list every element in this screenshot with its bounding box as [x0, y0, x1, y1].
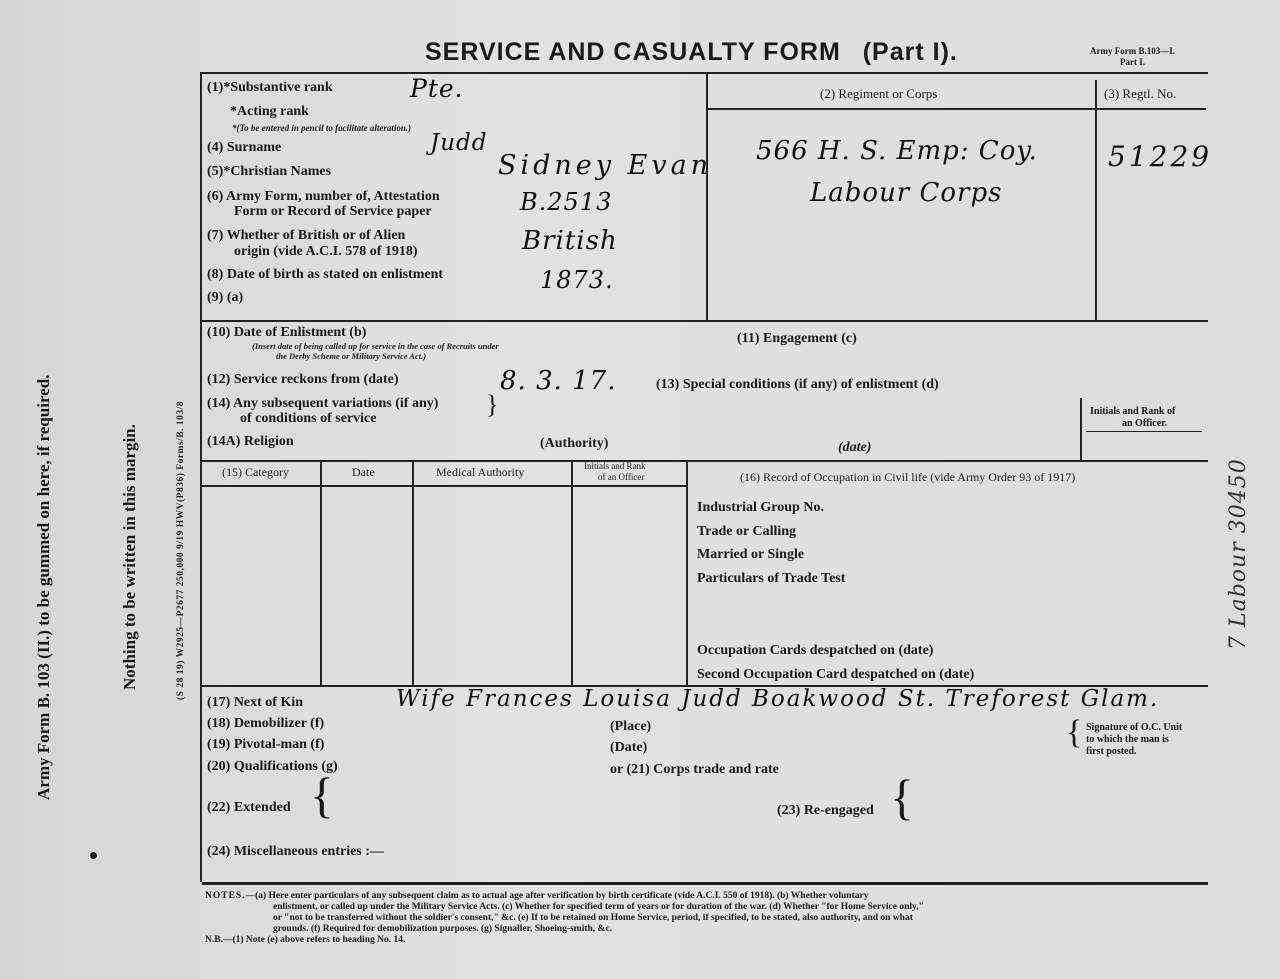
- label-extended: (22) Extended: [207, 800, 291, 815]
- label-origin-1: (7) Whether of British or of Alien: [207, 228, 406, 243]
- label-enlistment-note-2: the Derby Scheme or Military Service Act.): [276, 351, 427, 361]
- label-origin-2: origin (vide A.C.I. 578 of 1918): [234, 244, 418, 259]
- notes-line-1: —(a) Here enter particulars of any subsequent claim as to actual age after verification by birth certificate (vide A.C.I. 550 of 1918). (b) Whether voluntary: [245, 891, 869, 901]
- army-form-ref: Army Form B.103—I.: [1090, 46, 1175, 56]
- header-regtl-no: (3) Regtl. No.: [1104, 86, 1177, 101]
- entry-service-reckons: 8. 3. 17.: [500, 366, 617, 396]
- label-authority: (Authority): [540, 436, 609, 451]
- label-initials-rank-2: an Officer.: [1122, 418, 1168, 429]
- notes-block: [205, 891, 1205, 946]
- label-date-of-birth: (8) Date of birth as stated on enlistment: [207, 267, 444, 282]
- label-pencil-note: *(To be entered in pencil to facilitate alteration.): [232, 123, 412, 133]
- label-subsequent-variations-1: (14) Any subsequent variations (if any): [207, 396, 439, 411]
- section3-rule: [202, 460, 1208, 462]
- label-miscellaneous: (24) Miscellaneous entries :—: [207, 844, 384, 859]
- entry-army-form-number: B.2513: [520, 188, 613, 216]
- label-army-form-1: (6) Army Form, number of, Attestation: [207, 189, 440, 204]
- label-married: Married or Single: [697, 547, 805, 562]
- label-place: (Place): [610, 719, 652, 734]
- form-part-text: (Part I).: [862, 38, 958, 66]
- label-signature-3: first posted.: [1086, 746, 1137, 757]
- notes-line-2: enlistment, or called up under the Military Service Acts. (c) Whether for specified term of years or for duration of the war. (d) Whether "for Home Service only,": [273, 902, 924, 912]
- label-christian-names: (5)*Christian Names: [207, 164, 332, 179]
- side-handwriting: 7 Labour 30450: [1226, 458, 1251, 650]
- label-next-of-kin: (17) Next of Kin: [207, 695, 304, 710]
- table-header-rule: [202, 485, 688, 487]
- entry-regiment-line2: Labour Corps: [810, 178, 1003, 208]
- label-signature-2: to which the man is: [1086, 734, 1169, 745]
- label-initials-rank-1: Initials and Rank of: [1090, 406, 1176, 417]
- label-pivotal-man: (19) Pivotal-man (f): [207, 737, 325, 752]
- label-trade: Trade or Calling: [697, 524, 797, 539]
- label-trade-test: Particulars of Trade Test: [697, 571, 846, 586]
- label-occupation-cards: Occupation Cards despatched on (date): [697, 643, 934, 658]
- notes-heading: NOTES.: [205, 891, 246, 901]
- header-initials-2: of an Officer: [598, 472, 645, 482]
- label-date-2: (Date): [610, 740, 648, 755]
- brace-re-engaged: {: [890, 769, 914, 825]
- label-re-engaged: (23) Re-engaged: [777, 803, 874, 818]
- regiment-header-rule: [706, 108, 1206, 110]
- label-engagement: (11) Engagement (c): [737, 331, 857, 346]
- label-corps-trade: or (21) Corps trade and rate: [610, 762, 779, 777]
- label-enlistment-note-1: (Insert date of being called up for service in the case of Recruits under: [252, 341, 499, 351]
- label-date: (date): [838, 440, 872, 455]
- label-special-conditions: (13) Special conditions (if any) of enlistment (d): [656, 377, 939, 392]
- header-category: (15) Category: [222, 465, 289, 479]
- label-religion: (14A) Religion: [207, 434, 294, 449]
- label-second-occupation-card: Second Occupation Card despatched on (date): [697, 667, 975, 682]
- entry-christian-names: Sidney Evan: [498, 150, 713, 181]
- form-title: [425, 38, 958, 67]
- notes-rule: [202, 882, 1208, 885]
- table-col-rule-1: [320, 460, 322, 685]
- entry-next-of-kin: Wife Frances Louisa Judd Boakwood St. Treforest Glam.: [396, 686, 1160, 712]
- notes-line-4: grounds. (f) Required for demobilization purposes. (g) Signaller, Shoeing-smith, &c.: [273, 924, 613, 934]
- label-qualifications: (20) Qualifications (g): [207, 759, 338, 774]
- brace-signature: {: [1066, 714, 1083, 751]
- label-signature-1: Signature of O.C. Unit: [1086, 722, 1183, 733]
- section2-rule: [202, 320, 1208, 322]
- label-date-of-enlistment: (10) Date of Enlistment (b): [207, 325, 367, 340]
- label-substantive-rank: (1)*Substantive rank: [207, 80, 333, 95]
- regtl-divider: [1095, 80, 1097, 320]
- label-subsequent-variations-2: of conditions of service: [240, 411, 377, 426]
- ink-dot: [90, 852, 97, 859]
- header-civil-occupation: (16) Record of Occupation in Civil life (vide Army Order 93 of 1917): [740, 470, 1076, 484]
- entry-birth-year: 1873.: [540, 266, 614, 294]
- notes-line-3: or "not to be transferred without the soldier's consent," &c. (e) If to be retained on Home Service, period, if specified, to be stated, also authority, and on what: [273, 913, 913, 923]
- entry-origin: British: [522, 226, 618, 256]
- form-title-text: SERVICE AND CASUALTY FORM: [425, 38, 841, 66]
- label-demobilizer: (18) Demobilizer (f): [207, 716, 325, 731]
- initials-box-rule: [1080, 398, 1082, 460]
- table-col-rule-3: [571, 460, 573, 685]
- notes-nb: N.B.—(1) Note (e) above refers to heading No. 14.: [205, 935, 406, 945]
- table-col-rule-4: [686, 460, 688, 685]
- label-army-form-2: Form or Record of Service paper: [234, 204, 432, 219]
- header-regiment: (2) Regiment or Corps: [820, 86, 938, 101]
- label-field-9: (9) (a): [207, 290, 244, 305]
- entry-surname: Judd: [430, 130, 488, 156]
- label-service-reckons: (12) Service reckons from (date): [207, 372, 399, 387]
- army-form-part: Part I.: [1120, 57, 1145, 67]
- entry-rank: Pte.: [410, 74, 464, 103]
- left-rule: [200, 72, 202, 882]
- printer-reference: (S 28 19) W2925—P2677 250,000 9/19 HWV(P836) Forms/B. 103/8: [176, 400, 186, 700]
- top-rule: [202, 72, 1208, 74]
- header-date: Date: [352, 465, 375, 479]
- margin-note: Nothing to be written in this margin.: [120, 424, 139, 690]
- label-acting-rank: *Acting rank: [230, 104, 309, 119]
- entry-regtl-no: 51229: [1108, 140, 1213, 173]
- table-col-rule-2: [412, 460, 414, 685]
- brace-extended: {: [310, 767, 334, 823]
- entry-regiment-line1: 566 H. S. Emp: Coy.: [756, 136, 1038, 166]
- gum-note: Army Form B. 103 (II.) to be gummed on here, if required.: [34, 374, 53, 800]
- label-industrial-group: Industrial Group No.: [697, 500, 824, 515]
- label-surname: (4) Surname: [207, 140, 282, 155]
- initials-underline: [1086, 431, 1202, 432]
- header-initials-1: Initials and Rank: [584, 461, 646, 471]
- brace-variations: }: [486, 390, 499, 419]
- header-medical-authority: Medical Authority: [436, 465, 525, 479]
